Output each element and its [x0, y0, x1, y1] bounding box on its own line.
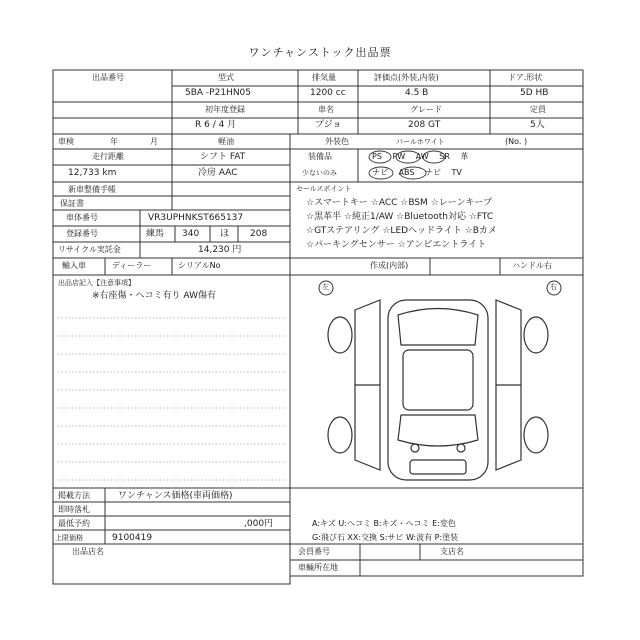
- equip-tv: TV: [451, 168, 462, 177]
- doors-value: 5D HB: [520, 88, 549, 98]
- mileage-value: 12,733 km: [68, 168, 117, 178]
- doors-label: ドア.形状: [508, 73, 543, 82]
- rating-value: 4.5 B: [405, 88, 429, 98]
- new-car-manual-label: 新車整備手帳: [68, 185, 116, 194]
- dealer-label: ディーラー: [112, 261, 152, 270]
- sales-point-line: ☆スマートキー ☆ACC ☆BSM ☆レーンキープ: [306, 198, 493, 208]
- lower-price-value: 9100419: [112, 533, 153, 543]
- recycle-value: 14,230 円: [198, 245, 242, 255]
- sales-point-label: セールスポイント: [296, 185, 352, 193]
- equip-ps: PS: [372, 152, 382, 161]
- reg-char: ほ: [220, 229, 230, 239]
- car-name-value: プジョ: [315, 120, 342, 130]
- equip-nav2: ナビ: [425, 168, 441, 177]
- fuel-value: 軽油: [218, 137, 234, 146]
- left-label: 左: [322, 283, 329, 291]
- aircon-value: 冷房 AAC: [198, 168, 238, 178]
- shop-name-label: 出品店名: [72, 547, 104, 556]
- car-name-label: 車名: [318, 105, 334, 114]
- recycle-label: リサイクル実託金: [58, 245, 121, 254]
- sales-point-line: ☆GTステアリング ☆LEDヘッドライト ☆Bカメ: [306, 226, 497, 236]
- equip-leather: 革: [460, 152, 469, 161]
- equip-nav: ナビ: [372, 168, 388, 177]
- model-label: 型式: [218, 73, 234, 82]
- listing-method-label: 掲載方法: [58, 491, 90, 500]
- capacity-label: 定員: [530, 105, 546, 114]
- ext-color-label: 外装色: [325, 137, 349, 146]
- notes-header: 出品店記入【注意事項】: [58, 279, 135, 287]
- min-bid-value: ,000円: [244, 519, 274, 529]
- import-label: 輸入車: [62, 261, 86, 270]
- equip-note: 少ないのみ: [302, 169, 337, 177]
- legend-line: G:飛び石 XX:交換 S:サビ W:波有 P:塗装: [312, 533, 459, 542]
- lower-price-label: 上限価格: [55, 534, 83, 542]
- serial-label: シリアルNo: [178, 261, 221, 270]
- branch-label: 支店名: [440, 547, 464, 556]
- rating-label: 評価点(外装,内装): [374, 73, 439, 82]
- sales-point-line: ☆黒革半 ☆純正1/AW ☆Bluetooth対応 ☆FTC: [306, 212, 494, 222]
- capacity-value: 5人: [530, 120, 545, 130]
- warranty-label: 保証書: [60, 199, 84, 208]
- reg-kind: 練馬: [146, 229, 165, 239]
- min-bid-label: 最低予約: [58, 519, 90, 528]
- transmission-value: シフト FAT: [200, 152, 246, 162]
- first-reg-label: 初年度登録: [205, 105, 245, 114]
- equip-aw: AW: [415, 152, 429, 161]
- model-code: 5BA -P21HN05: [185, 88, 251, 98]
- vin-value: VR3UPHNKST665137: [148, 213, 244, 223]
- legend-line: A:キズ U:ヘコミ B:キズ・ヘコミ E:変色: [312, 519, 456, 528]
- color-no: (No. ): [505, 137, 528, 146]
- handle-label: ハンドル右: [512, 261, 552, 270]
- displacement-label: 排気量: [312, 73, 336, 82]
- location-label: 車輛所在地: [298, 563, 338, 572]
- equipment-label: 装備品: [308, 152, 332, 161]
- equip-sr: SR: [439, 152, 450, 161]
- right-label: 右: [550, 283, 557, 291]
- grade-value: 208 GT: [408, 120, 441, 130]
- listing-method-value: ワンチャンス価格(車両価格): [118, 491, 233, 501]
- created-label: 作成(内部): [370, 261, 409, 270]
- grade-label: グレード: [410, 105, 442, 114]
- reg-label: 登録番号: [66, 229, 98, 238]
- reg-num1: 340: [182, 229, 200, 239]
- ext-color-value: パールホワイト: [396, 138, 445, 146]
- sales-point-line: ☆パーキングセンサー ☆アンビエントライト: [306, 240, 487, 250]
- note-line: ※右座傷・ヘコミ有り AW傷有: [92, 291, 216, 301]
- shaken-label: 車検: [58, 137, 74, 146]
- first-reg-value: R 6 / 4 月: [195, 120, 237, 130]
- auction-no-label: 出品番号: [92, 73, 124, 82]
- instant-result-label: 即時落札: [58, 505, 90, 514]
- mileage-label: 走行距離: [92, 152, 124, 161]
- member-no-label: 会員番号: [298, 547, 330, 556]
- equip-abs: ABS: [398, 168, 415, 177]
- shaken-month: 月: [150, 137, 158, 146]
- shaken-year: 年: [110, 137, 118, 146]
- equip-pw: PW: [392, 152, 406, 161]
- page-title: ワンチャンストック出品票: [248, 46, 392, 59]
- vin-label: 車体番号: [66, 213, 98, 222]
- displacement-value: 1200 cc: [310, 88, 346, 98]
- reg-num2: 208: [250, 229, 268, 239]
